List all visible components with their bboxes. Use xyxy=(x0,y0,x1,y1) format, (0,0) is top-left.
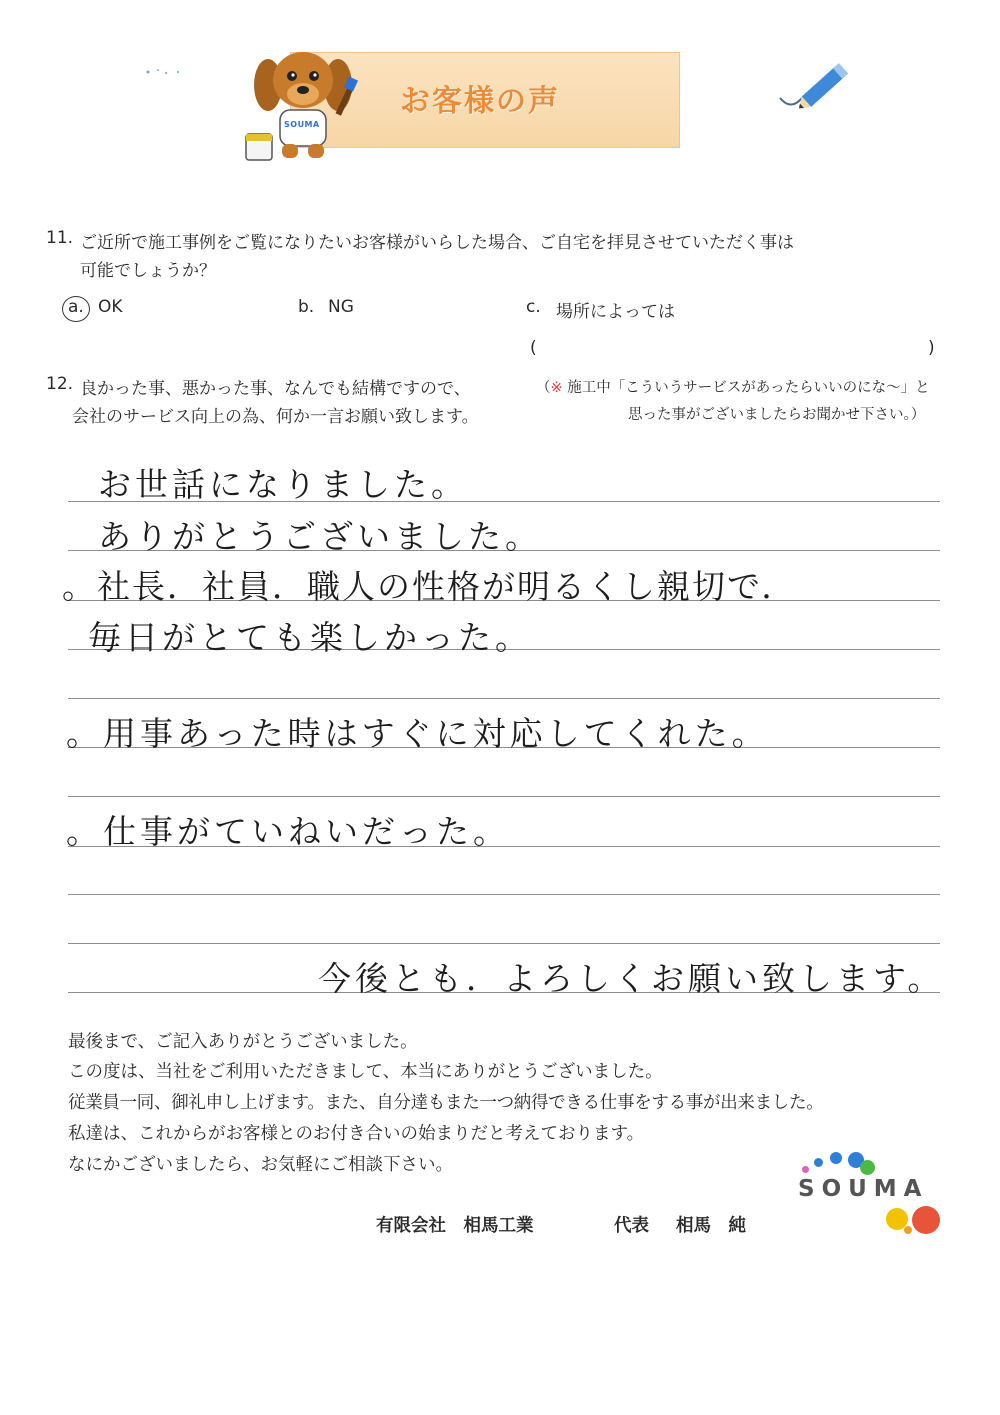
handwritten-line-5: 。用事あった時はすぐに対応してくれた。 xyxy=(66,714,769,753)
closing-line-2: この度は、当社をご利用いただきまして、本当にありがとうございました。 xyxy=(68,1062,663,1082)
dog-mascot-icon xyxy=(238,40,368,170)
logo-dot xyxy=(802,1166,809,1173)
handwritten-line-2: ありがとうございました。 xyxy=(98,517,542,556)
option-a-key: a. xyxy=(68,297,84,317)
q12-text-line1: 良かった事、悪かった事、なんでも結構ですので、 xyxy=(80,379,471,399)
closing-line-5: なにかございましたら、お気軽にご相談下さい。 xyxy=(68,1155,453,1175)
ruled-line xyxy=(68,943,940,944)
handwritten-line-4: 毎日がとても楽しかった。 xyxy=(88,618,532,657)
q11-text-line2: 可能でしょうか？ xyxy=(80,261,216,281)
representative-name: 相馬 純 xyxy=(676,1216,746,1236)
scan-specks xyxy=(140,64,190,80)
logo-dot xyxy=(904,1226,912,1234)
ruled-line xyxy=(68,894,940,895)
q11-number: 11. xyxy=(46,228,74,248)
handwritten-line-6: 。仕事がていねいだった。 xyxy=(66,812,510,851)
note-open-paren: （ xyxy=(536,380,551,396)
souma-logo-text: SOUMA xyxy=(798,1176,929,1202)
ruled-line xyxy=(68,698,940,699)
option-c-key: c. xyxy=(526,297,541,317)
pencil-icon xyxy=(770,50,860,120)
logo-dot xyxy=(814,1158,823,1167)
handwritten-line-1: お世話になりました。 xyxy=(98,465,468,504)
logo-dot xyxy=(830,1152,842,1164)
logo-dot xyxy=(912,1206,940,1234)
closing-line-3: 従業員一同、御礼申し上げます。また、自分達もまた一つ納得できる仕事をする事が出来ました。 xyxy=(68,1093,824,1113)
q11-text-line1: ご近所で施工事例をご覧になりたいお客様がいらした場合、ご自宅を拝見させていただく事は xyxy=(80,233,794,253)
company-name: 有限会社 相馬工業 xyxy=(376,1216,534,1236)
ruled-line xyxy=(68,796,940,797)
q12-note-line2: 思った事がございましたらお聞かせ下さい。） xyxy=(628,407,926,423)
mascot-shirt-logo: SOUMA xyxy=(284,120,320,129)
page-title: お客様の声 xyxy=(400,84,560,119)
option-b-key: b. xyxy=(298,297,315,317)
option-c-paren-close: ) xyxy=(928,338,935,358)
handwritten-line-7: 今後とも．よろしくお願い致します。 xyxy=(318,959,945,998)
q12-number: 12. xyxy=(46,374,74,394)
q12-text-line2: 会社のサービス向上の為、何か一言お願い致します。 xyxy=(72,407,479,427)
note-mark: ※ xyxy=(550,380,563,396)
q12-note-line1 xyxy=(536,376,930,397)
option-c-paren-open: ( xyxy=(530,338,537,358)
representative-title: 代表 xyxy=(614,1216,649,1236)
option-c-label[interactable]: 場所によっては xyxy=(556,302,675,322)
logo-dot xyxy=(860,1160,875,1175)
handwritten-line-3: 。社長．社員．職人の性格が明るくし親切で． xyxy=(62,567,797,606)
option-b-label[interactable]: NG xyxy=(328,297,354,317)
closing-line-1: 最後まで、ご記入ありがとうございました。 xyxy=(68,1032,418,1052)
option-a-label[interactable]: OK xyxy=(98,297,123,317)
closing-line-4: 私達は、これからがお客様とのお付き合いの始まりだと考えております。 xyxy=(68,1124,645,1144)
note-text-line1: 施工中「こういうサービスがあったらいいのにな～」と xyxy=(567,380,930,396)
